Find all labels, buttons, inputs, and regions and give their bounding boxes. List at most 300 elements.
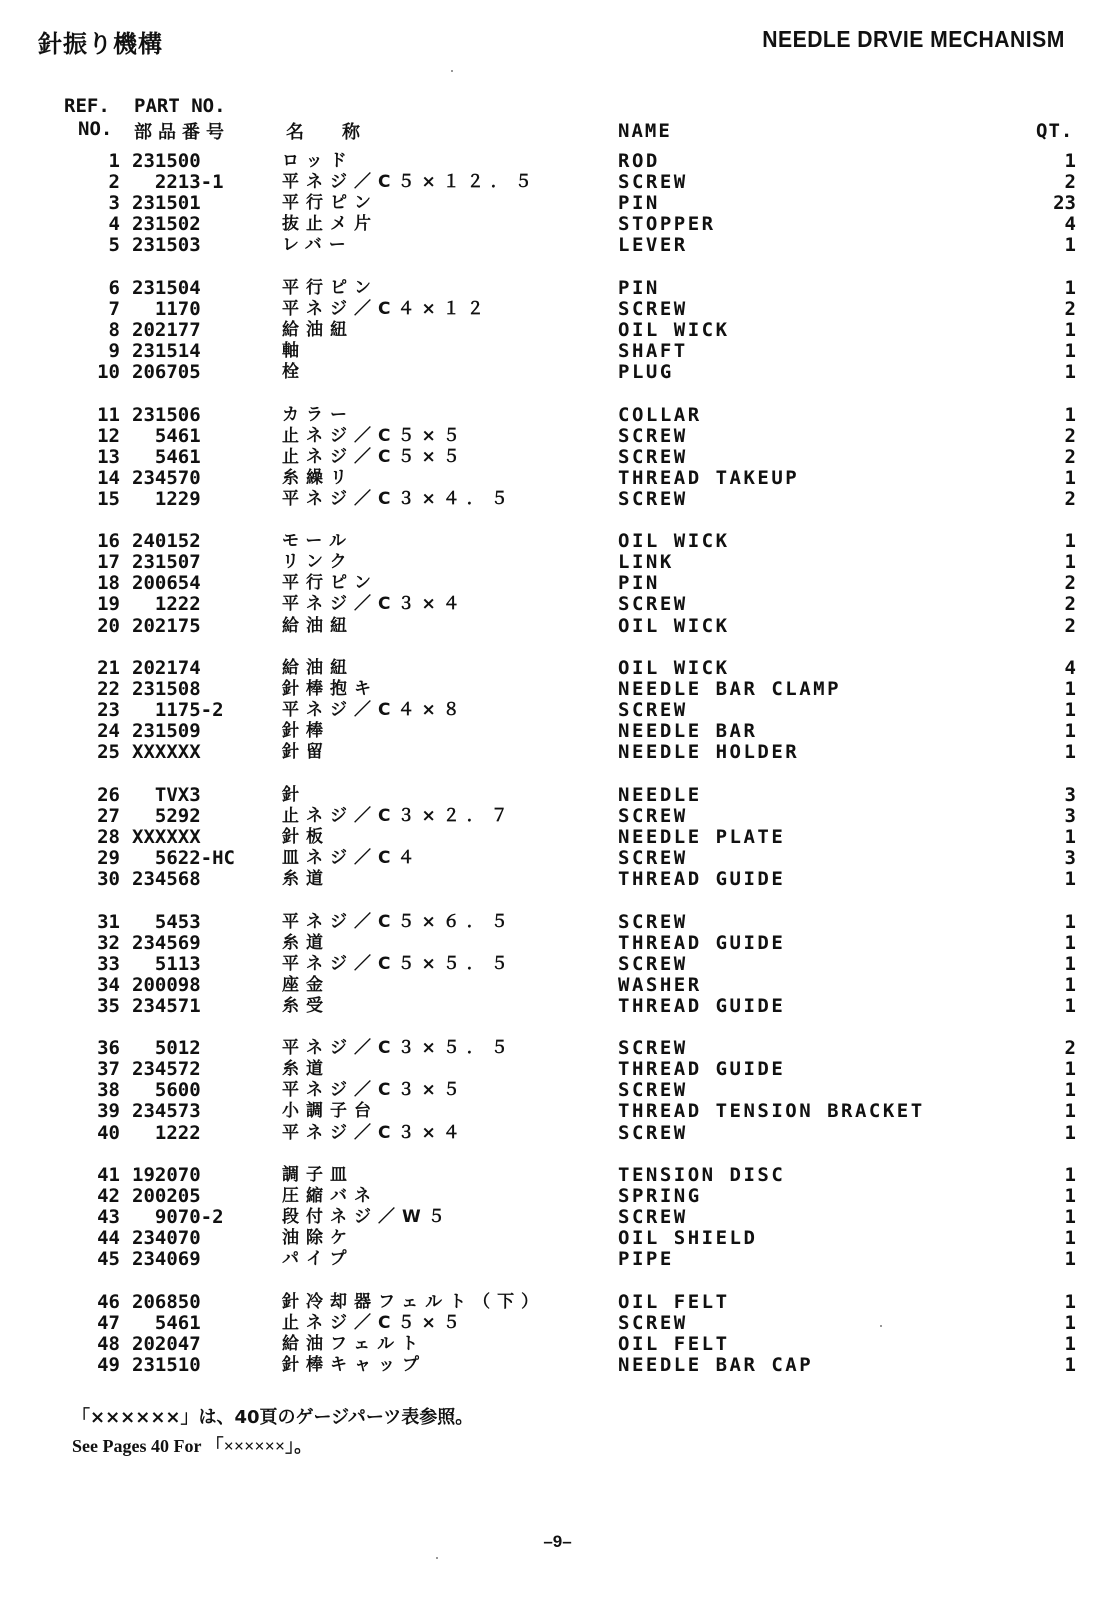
ref-cell: 34 xyxy=(97,973,120,996)
ref-cell: 2 xyxy=(108,171,120,194)
jp-name-cell: 座金 xyxy=(282,974,330,995)
table-row xyxy=(0,953,1115,975)
ref-cell: 47 xyxy=(97,1311,120,1334)
ref-cell: 48 xyxy=(97,1332,120,1355)
name-cell: THREAD TAKEUP xyxy=(618,466,800,489)
table-row xyxy=(0,868,1115,890)
ref-cell: 24 xyxy=(97,720,120,743)
ref-cell: 42 xyxy=(97,1185,120,1208)
ref-cell: 35 xyxy=(97,994,120,1017)
name-cell: OIL WICK xyxy=(618,318,730,341)
jp-name-cell: 糸道 xyxy=(282,932,330,953)
part-number-cell: 231502 xyxy=(132,213,201,236)
table-row xyxy=(0,1312,1115,1334)
jp-name-cell: 給油フェルト xyxy=(282,1333,426,1354)
ref-cell: 21 xyxy=(97,657,120,679)
jp-name-cell: 平ネジ／C４×１２ xyxy=(282,298,491,319)
part-number-cell: 231504 xyxy=(132,276,201,299)
jp-name-cell: レバー xyxy=(282,235,353,256)
part-number-cell: 200205 xyxy=(132,1185,201,1208)
ref-cell: 8 xyxy=(108,318,120,341)
ref-cell: 28 xyxy=(97,825,120,848)
table-row xyxy=(0,741,1115,763)
ref-cell: 22 xyxy=(97,678,120,700)
qty-cell: 2 xyxy=(1064,593,1076,616)
name-cell: PLUG xyxy=(618,361,674,383)
table-row xyxy=(0,657,1115,679)
ref-cell: 11 xyxy=(97,403,120,426)
jp-name-cell: 段付ネジ／W５ xyxy=(282,1207,452,1228)
table-row xyxy=(0,1291,1115,1313)
name-cell: NEEDLE xyxy=(618,783,702,806)
qty-cell: 23 xyxy=(1053,192,1076,215)
table-row xyxy=(0,171,1115,193)
jp-name-cell: 針 xyxy=(282,784,306,805)
ref-cell: 45 xyxy=(97,1248,120,1271)
table-row xyxy=(0,1185,1115,1207)
ref-cell: 29 xyxy=(97,846,120,869)
name-cell: SCREW xyxy=(618,445,688,468)
part-number-cell: XXXXXX xyxy=(132,741,201,764)
ref-cell: 25 xyxy=(97,741,120,764)
ref-cell: 5 xyxy=(108,234,120,257)
qty-cell: 1 xyxy=(1064,994,1076,1017)
ref-cell: 44 xyxy=(97,1227,120,1250)
jp-name-cell: 圧縮バネ xyxy=(282,1186,378,1207)
part-number-cell: 5292 xyxy=(132,804,201,827)
qty-cell: 1 xyxy=(1064,910,1076,933)
part-number-cell: 234069 xyxy=(132,1248,201,1271)
name-cell: OIL WICK xyxy=(618,614,730,637)
table-row xyxy=(0,615,1115,637)
ref-cell: 7 xyxy=(108,297,120,320)
name-cell: SCREW xyxy=(618,171,688,194)
table-row xyxy=(0,467,1115,489)
part-number-cell: 234571 xyxy=(132,994,201,1017)
table-row xyxy=(0,678,1115,700)
qty-cell: 2 xyxy=(1064,171,1076,194)
qty-cell: 1 xyxy=(1064,318,1076,341)
name-cell: LEVER xyxy=(618,234,688,257)
name-cell: OIL WICK xyxy=(618,657,730,679)
name-cell: THREAD GUIDE xyxy=(618,868,786,890)
part-number-cell: 231507 xyxy=(132,551,201,574)
part-number-cell: 1222 xyxy=(132,593,201,616)
qty-cell: 1 xyxy=(1064,1290,1076,1313)
name-cell: LINK xyxy=(618,551,674,574)
part-number-cell: 231514 xyxy=(132,339,201,362)
page-title-jp: 針振り機構 xyxy=(38,30,163,58)
table-row xyxy=(0,1122,1115,1144)
qty-cell: 1 xyxy=(1064,931,1076,954)
qty-cell: 2 xyxy=(1064,1037,1076,1060)
jp-name-cell: 平行ピン xyxy=(282,193,378,214)
part-number-cell: XXXXXX xyxy=(132,825,201,848)
qty-cell: 1 xyxy=(1064,1206,1076,1229)
qty-cell: 1 xyxy=(1064,1353,1076,1376)
table-row xyxy=(0,340,1115,362)
part-number-cell: 5622-HC xyxy=(132,846,235,869)
name-cell: PIN xyxy=(618,276,660,299)
ref-cell: 32 xyxy=(97,931,120,954)
qty-cell: 1 xyxy=(1064,1164,1076,1186)
part-number-cell: 234572 xyxy=(132,1058,201,1081)
header-part-line2: 部品番号 xyxy=(134,122,230,143)
part-number-cell: 234570 xyxy=(132,466,201,489)
jp-name-cell: 給油紐 xyxy=(282,319,354,340)
qty-cell: 1 xyxy=(1064,466,1076,489)
name-cell: SCREW xyxy=(618,487,688,510)
part-number-cell: TVX3 xyxy=(132,783,201,806)
qty-cell: 1 xyxy=(1064,952,1076,975)
name-cell: OIL SHIELD xyxy=(618,1227,758,1250)
jp-name-cell: 針棒 xyxy=(282,721,330,742)
ref-cell: 18 xyxy=(97,572,120,595)
part-number-cell: 231509 xyxy=(132,720,201,743)
jp-name-cell: リンク xyxy=(282,552,354,573)
part-number-cell: 5461 xyxy=(132,445,201,468)
table-row xyxy=(0,1227,1115,1249)
table-row xyxy=(0,234,1115,256)
jp-name-cell: 平ネジ／C５×５．５ xyxy=(282,953,515,974)
name-cell: NEEDLE BAR CAP xyxy=(618,1353,814,1376)
name-cell: THREAD GUIDE xyxy=(618,931,786,954)
part-number-cell: 231508 xyxy=(132,678,201,700)
ref-cell: 37 xyxy=(97,1058,120,1081)
jp-name-cell: 平行ピン xyxy=(282,573,378,594)
name-cell: OIL WICK xyxy=(618,530,730,553)
jp-name-cell: 平ネジ／C３×４．５ xyxy=(282,488,515,509)
name-cell: SCREW xyxy=(618,1037,688,1060)
ref-cell: 39 xyxy=(97,1100,120,1123)
part-number-cell: 231503 xyxy=(132,234,201,257)
name-cell: NEEDLE BAR CLAMP xyxy=(618,678,842,700)
ref-cell: 10 xyxy=(97,361,120,383)
name-cell: SCREW xyxy=(618,593,688,616)
part-number-cell: 1222 xyxy=(132,1121,201,1144)
part-number-cell: 202047 xyxy=(132,1332,201,1355)
jp-name-cell: 止ネジ／C３×２．７ xyxy=(282,805,515,826)
table-row xyxy=(0,911,1115,933)
qty-cell: 1 xyxy=(1064,276,1076,299)
name-cell: ROD xyxy=(618,150,660,172)
name-cell: SCREW xyxy=(618,1079,688,1102)
ref-cell: 14 xyxy=(97,466,120,489)
name-cell: SCREW xyxy=(618,1121,688,1144)
ref-cell: 36 xyxy=(97,1037,120,1060)
qty-cell: 1 xyxy=(1064,1058,1076,1081)
ref-cell: 19 xyxy=(97,593,120,616)
jp-name-cell: 平行ピン xyxy=(282,277,378,298)
qty-cell: 1 xyxy=(1064,403,1076,426)
part-number-cell: 2213-1 xyxy=(132,171,224,194)
qty-cell: 1 xyxy=(1064,530,1076,553)
name-cell: OIL FELT xyxy=(618,1332,730,1355)
footer-note-jp: 「××××××」は、40頁のゲージパーツ表参照。 xyxy=(72,1407,474,1428)
table-row xyxy=(0,572,1115,594)
part-number-cell: 234070 xyxy=(132,1227,201,1250)
jp-name-cell: 調子皿 xyxy=(282,1165,354,1185)
ref-cell: 15 xyxy=(97,487,120,510)
part-number-cell: 200654 xyxy=(132,572,201,595)
page-title-en: NEEDLE DRVIE MECHANISM xyxy=(762,26,1065,52)
qty-cell: 1 xyxy=(1064,973,1076,996)
qty-cell: 3 xyxy=(1064,804,1076,827)
name-cell: SCREW xyxy=(618,424,688,447)
jp-name-cell: 針留 xyxy=(282,742,330,763)
table-row xyxy=(0,932,1115,954)
qty-cell: 3 xyxy=(1064,846,1076,869)
qty-cell: 1 xyxy=(1064,551,1076,574)
ref-cell: 38 xyxy=(97,1079,120,1102)
table-row xyxy=(0,277,1115,299)
table-row xyxy=(0,1079,1115,1101)
qty-cell: 2 xyxy=(1064,445,1076,468)
table-row xyxy=(0,213,1115,235)
qty-cell: 1 xyxy=(1064,1311,1076,1334)
speck-mark xyxy=(880,1325,882,1327)
qty-cell: 1 xyxy=(1064,678,1076,700)
table-row xyxy=(0,1354,1115,1376)
qty-cell: 3 xyxy=(1064,783,1076,806)
table-row xyxy=(0,446,1115,468)
table-row xyxy=(0,192,1115,214)
part-number-cell: 234569 xyxy=(132,931,201,954)
part-number-cell: 231510 xyxy=(132,1353,201,1376)
name-cell: SCREW xyxy=(618,699,688,722)
jp-name-cell: 給油紐 xyxy=(282,615,354,636)
table-row xyxy=(0,1037,1115,1059)
name-cell: SHAFT xyxy=(618,339,688,362)
name-cell: PIN xyxy=(618,192,660,215)
qty-cell: 1 xyxy=(1064,1121,1076,1144)
name-cell: STOPPER xyxy=(618,213,716,236)
table-row xyxy=(0,298,1115,320)
header-jp-name: 名 称 xyxy=(286,122,370,143)
jp-name-cell: 針棒キャップ xyxy=(282,1354,426,1375)
part-number-cell: 5453 xyxy=(132,910,201,933)
ref-cell: 6 xyxy=(108,276,120,299)
ref-cell: 12 xyxy=(97,424,120,447)
ref-cell: 31 xyxy=(97,910,120,933)
part-number-cell: 206705 xyxy=(132,361,201,383)
table-row xyxy=(0,805,1115,827)
part-number-cell: 231501 xyxy=(132,192,201,215)
qty-cell: 1 xyxy=(1064,361,1076,383)
speck-mark xyxy=(436,1557,438,1559)
ref-cell: 3 xyxy=(108,192,120,215)
qty-cell: 1 xyxy=(1064,150,1076,172)
jp-name-cell: 平ネジ／C５×６．５ xyxy=(282,911,515,932)
qty-cell: 1 xyxy=(1064,825,1076,848)
jp-name-cell: モール xyxy=(282,531,353,552)
table-row xyxy=(0,361,1115,383)
table-row xyxy=(0,974,1115,996)
name-cell: PIN xyxy=(618,572,660,595)
table-row xyxy=(0,488,1115,510)
table-row xyxy=(0,995,1115,1017)
part-number-cell: 202175 xyxy=(132,614,201,637)
jp-name-cell: 抜止メ片 xyxy=(282,214,378,235)
table-row xyxy=(0,699,1115,721)
table-row xyxy=(0,1100,1115,1122)
qty-cell: 1 xyxy=(1064,868,1076,890)
part-number-cell: 5012 xyxy=(132,1037,201,1060)
ref-cell: 9 xyxy=(108,339,120,362)
header-ref-line1: REF. xyxy=(64,95,110,117)
jp-name-cell: 糸道 xyxy=(282,1059,330,1080)
part-number-cell: 231500 xyxy=(132,150,201,172)
jp-name-cell: 平ネジ／C３×４ xyxy=(282,594,467,615)
table-row xyxy=(0,720,1115,742)
part-number-cell: 202174 xyxy=(132,657,201,679)
header-ref-line2: NO. xyxy=(78,118,113,140)
name-cell: COLLAR xyxy=(618,403,702,426)
jp-name-cell: 平ネジ／C３×５ xyxy=(282,1080,467,1101)
name-cell: SCREW xyxy=(618,846,688,869)
part-number-cell: 240152 xyxy=(132,530,201,553)
ref-cell: 26 xyxy=(97,783,120,806)
ref-cell: 1 xyxy=(108,150,120,172)
ref-cell: 30 xyxy=(97,868,120,890)
table-row xyxy=(0,1164,1115,1186)
table-row xyxy=(0,1058,1115,1080)
name-cell: SCREW xyxy=(618,804,688,827)
jp-name-cell: 油除ケ xyxy=(282,1228,354,1249)
header-qty: QT. xyxy=(1036,120,1074,142)
jp-name-cell: 針棒抱キ xyxy=(282,679,378,699)
name-cell: PIPE xyxy=(618,1248,674,1271)
table-row xyxy=(0,530,1115,552)
jp-name-cell: 平ネジ／C４×８ xyxy=(282,700,467,721)
ref-cell: 33 xyxy=(97,952,120,975)
table-row xyxy=(0,150,1115,172)
jp-name-cell: 止ネジ／C５×５ xyxy=(282,1312,467,1333)
speck-mark xyxy=(451,70,453,72)
part-number-cell: 5600 xyxy=(132,1079,201,1102)
qty-cell: 1 xyxy=(1064,720,1076,743)
ref-cell: 41 xyxy=(97,1164,120,1186)
qty-cell: 1 xyxy=(1064,1227,1076,1250)
name-cell: THREAD GUIDE xyxy=(618,994,786,1017)
table-row xyxy=(0,425,1115,447)
part-number-cell: 234568 xyxy=(132,868,201,890)
qty-cell: 1 xyxy=(1064,1100,1076,1123)
footer-note-en: See Pages 40 For 「××××××」。 xyxy=(72,1436,313,1456)
name-cell: NEEDLE HOLDER xyxy=(618,741,800,764)
table-row xyxy=(0,1206,1115,1228)
jp-name-cell: 止ネジ／C５×５ xyxy=(282,446,467,467)
qty-cell: 2 xyxy=(1064,297,1076,320)
table-row xyxy=(0,319,1115,341)
qty-cell: 2 xyxy=(1064,572,1076,595)
name-cell: SCREW xyxy=(618,1311,688,1334)
qty-cell: 1 xyxy=(1064,1332,1076,1355)
part-number-cell: 9070-2 xyxy=(132,1206,224,1229)
jp-name-cell: 糸繰リ xyxy=(282,467,354,488)
part-number-cell: 1170 xyxy=(132,297,201,320)
jp-name-cell: 軸 xyxy=(282,340,306,361)
ref-cell: 4 xyxy=(108,213,120,236)
part-number-cell: 5113 xyxy=(132,952,201,975)
jp-name-cell: 栓 xyxy=(282,362,306,382)
table-row xyxy=(0,826,1115,848)
jp-name-cell: 皿ネジ／C４ xyxy=(282,847,422,868)
qty-cell: 2 xyxy=(1064,424,1076,447)
jp-name-cell: 糸道 xyxy=(282,869,330,889)
table-row xyxy=(0,1333,1115,1355)
table-row xyxy=(0,551,1115,573)
part-number-cell: 5461 xyxy=(132,424,201,447)
name-cell: OIL FELT xyxy=(618,1290,730,1313)
name-cell: SPRING xyxy=(618,1185,702,1208)
name-cell: SCREW xyxy=(618,910,688,933)
name-cell: WASHER xyxy=(618,973,702,996)
part-number-cell: 202177 xyxy=(132,318,201,341)
ref-cell: 43 xyxy=(97,1206,120,1229)
jp-name-cell: 針冷却器フェルト（下） xyxy=(282,1291,546,1312)
header-name: NAME xyxy=(618,120,672,142)
page-number: –9– xyxy=(543,1532,572,1551)
qty-cell: 1 xyxy=(1064,699,1076,722)
qty-cell: 1 xyxy=(1064,339,1076,362)
table-row xyxy=(0,404,1115,426)
jp-name-cell: パイプ xyxy=(282,1249,354,1270)
qty-cell: 2 xyxy=(1064,614,1076,637)
name-cell: TENSION DISC xyxy=(618,1164,786,1186)
name-cell: THREAD TENSION BRACKET xyxy=(618,1100,925,1123)
jp-name-cell: 止ネジ／C５×５ xyxy=(282,425,467,446)
name-cell: NEEDLE BAR xyxy=(618,720,758,743)
jp-name-cell: 糸受 xyxy=(282,995,330,1016)
jp-name-cell: 給油紐 xyxy=(282,658,354,678)
table-row xyxy=(0,784,1115,806)
part-number-cell: 5461 xyxy=(132,1311,201,1334)
part-number-cell: 1175-2 xyxy=(132,699,224,722)
ref-cell: 13 xyxy=(97,445,120,468)
ref-cell: 23 xyxy=(97,699,120,722)
qty-cell: 1 xyxy=(1064,1079,1076,1102)
part-number-cell: 231506 xyxy=(132,403,201,426)
part-number-cell: 192070 xyxy=(132,1164,201,1186)
jp-name-cell: 平ネジ／C５×１２．５ xyxy=(282,172,539,193)
qty-cell: 4 xyxy=(1064,213,1076,236)
header-part-line1: PART NO. xyxy=(134,95,226,117)
table-row xyxy=(0,1248,1115,1270)
part-number-cell: 1229 xyxy=(132,487,201,510)
ref-cell: 16 xyxy=(97,530,120,553)
ref-cell: 46 xyxy=(97,1290,120,1313)
part-number-cell: 200098 xyxy=(132,973,201,996)
qty-cell: 2 xyxy=(1064,487,1076,510)
name-cell: SCREW xyxy=(618,1206,688,1229)
qty-cell: 1 xyxy=(1064,1248,1076,1271)
jp-name-cell: カラー xyxy=(282,404,354,425)
part-number-cell: 234573 xyxy=(132,1100,201,1123)
part-number-cell: 206850 xyxy=(132,1290,201,1313)
jp-name-cell: 平ネジ／C３×５．５ xyxy=(282,1038,515,1059)
qty-cell: 1 xyxy=(1064,234,1076,257)
qty-cell: 1 xyxy=(1064,1185,1076,1208)
qty-cell: 4 xyxy=(1064,657,1076,679)
ref-cell: 40 xyxy=(97,1121,120,1144)
name-cell: SCREW xyxy=(618,297,688,320)
qty-cell: 1 xyxy=(1064,741,1076,764)
ref-cell: 17 xyxy=(97,551,120,574)
name-cell: THREAD GUIDE xyxy=(618,1058,786,1081)
name-cell: SCREW xyxy=(618,952,688,975)
ref-cell: 27 xyxy=(97,804,120,827)
